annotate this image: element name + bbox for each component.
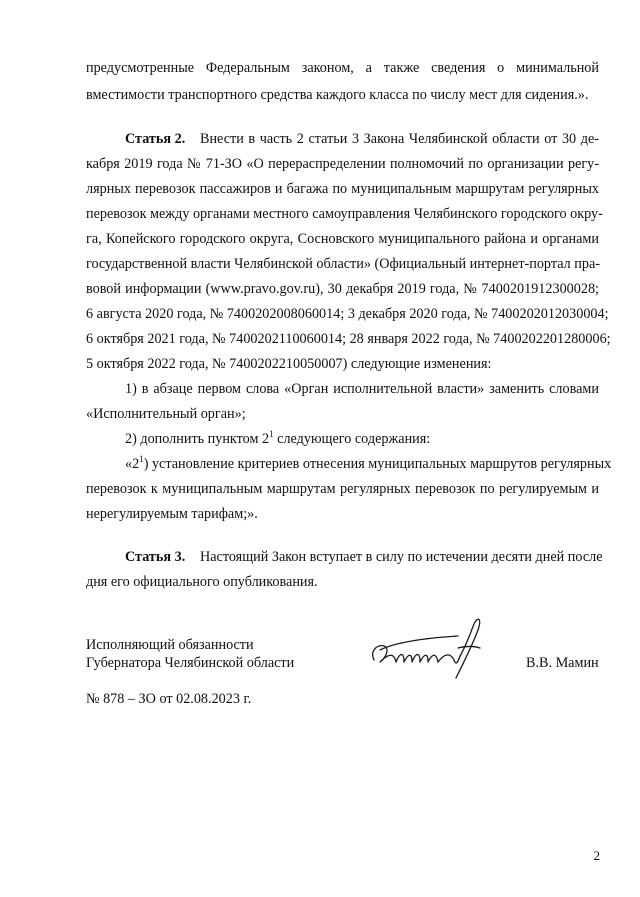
text-line — [125, 430, 430, 448]
text-line: вовой информации (www.pravo.gov.ru), 30 декабря 2019 года, № 7400201912300028; — [86, 281, 599, 297]
text-line: га, Копейского городского округа, Сосновского муниципального района и органами — [86, 231, 599, 247]
text-line: предусмотренные Федеральным законом, а также сведения о минимальной — [86, 60, 599, 76]
text-fragment: ) установление критериев отнесения муниципальных маршрутов регулярных — [143, 456, 612, 472]
text-line: 6 октября 2021 года, № 7400202110060014; 28 января 2022 года, № 7400202201280006; — [86, 331, 611, 347]
text-line: лярных перевозок пассажиров и багажа по муниципальным маршрутам регулярных — [86, 181, 599, 197]
text-line: кабря 2019 года № 71-ЗО «О перераспределении полномочий по организации регу- — [86, 156, 599, 172]
signatory-role: Губернатора Челябинской области — [86, 655, 295, 671]
signatory-name: В.В. Мамин — [526, 655, 599, 671]
superscript: 1 — [139, 454, 144, 464]
text-line: Внести в часть 2 статьи 3 Закона Челябинской области от 30 де- — [200, 131, 599, 147]
text-line: нерегулируемым тарифам;». — [86, 506, 258, 522]
text-fragment: следующего содержания: — [273, 431, 431, 447]
text-line: перевозок к муниципальным маршрутам регулярных перевозок по регулируемым и — [86, 481, 599, 497]
registration-number: № 878 – ЗО от 02.08.2023 г. — [86, 691, 252, 707]
text-fragment: 2) дополнить пунктом 2 — [125, 431, 270, 447]
text-line: 1) в абзаце первом слова «Орган исполнительной власти» заменить словами — [125, 381, 599, 397]
page-number: 2 — [593, 848, 600, 863]
article-3-title: Статья 3. — [125, 549, 186, 565]
text-line — [125, 454, 612, 473]
article-2-title: Статья 2. — [125, 131, 186, 147]
text-line: Настоящий Закон вступает в силу по истечении десяти дней после — [200, 549, 603, 565]
text-line: государственной власти Челябинской области» (Официальный интернет-портал пра- — [86, 256, 600, 272]
signatory-role: Исполняющий обязанности — [86, 637, 254, 653]
text-line: перевозок между органами местного самоуправления Челябинского городского окру- — [86, 206, 603, 222]
text-line: «Исполнительный орган»; — [86, 406, 246, 422]
text-line: дня его официального опубликования. — [86, 574, 318, 590]
handwritten-signature — [366, 612, 488, 688]
superscript: 1 — [269, 429, 274, 439]
text-fragment: «2 — [125, 456, 140, 472]
text-line: вместимости транспортного средства каждого класса по числу мест для сидения.». — [86, 87, 589, 103]
text-line: 5 октября 2022 года, № 7400202210050007) следующие изменения: — [86, 356, 492, 372]
text-line: 6 августа 2020 года, № 7400202008060014; 3 декабря 2020 года, № 7400202012030004; — [86, 306, 609, 322]
